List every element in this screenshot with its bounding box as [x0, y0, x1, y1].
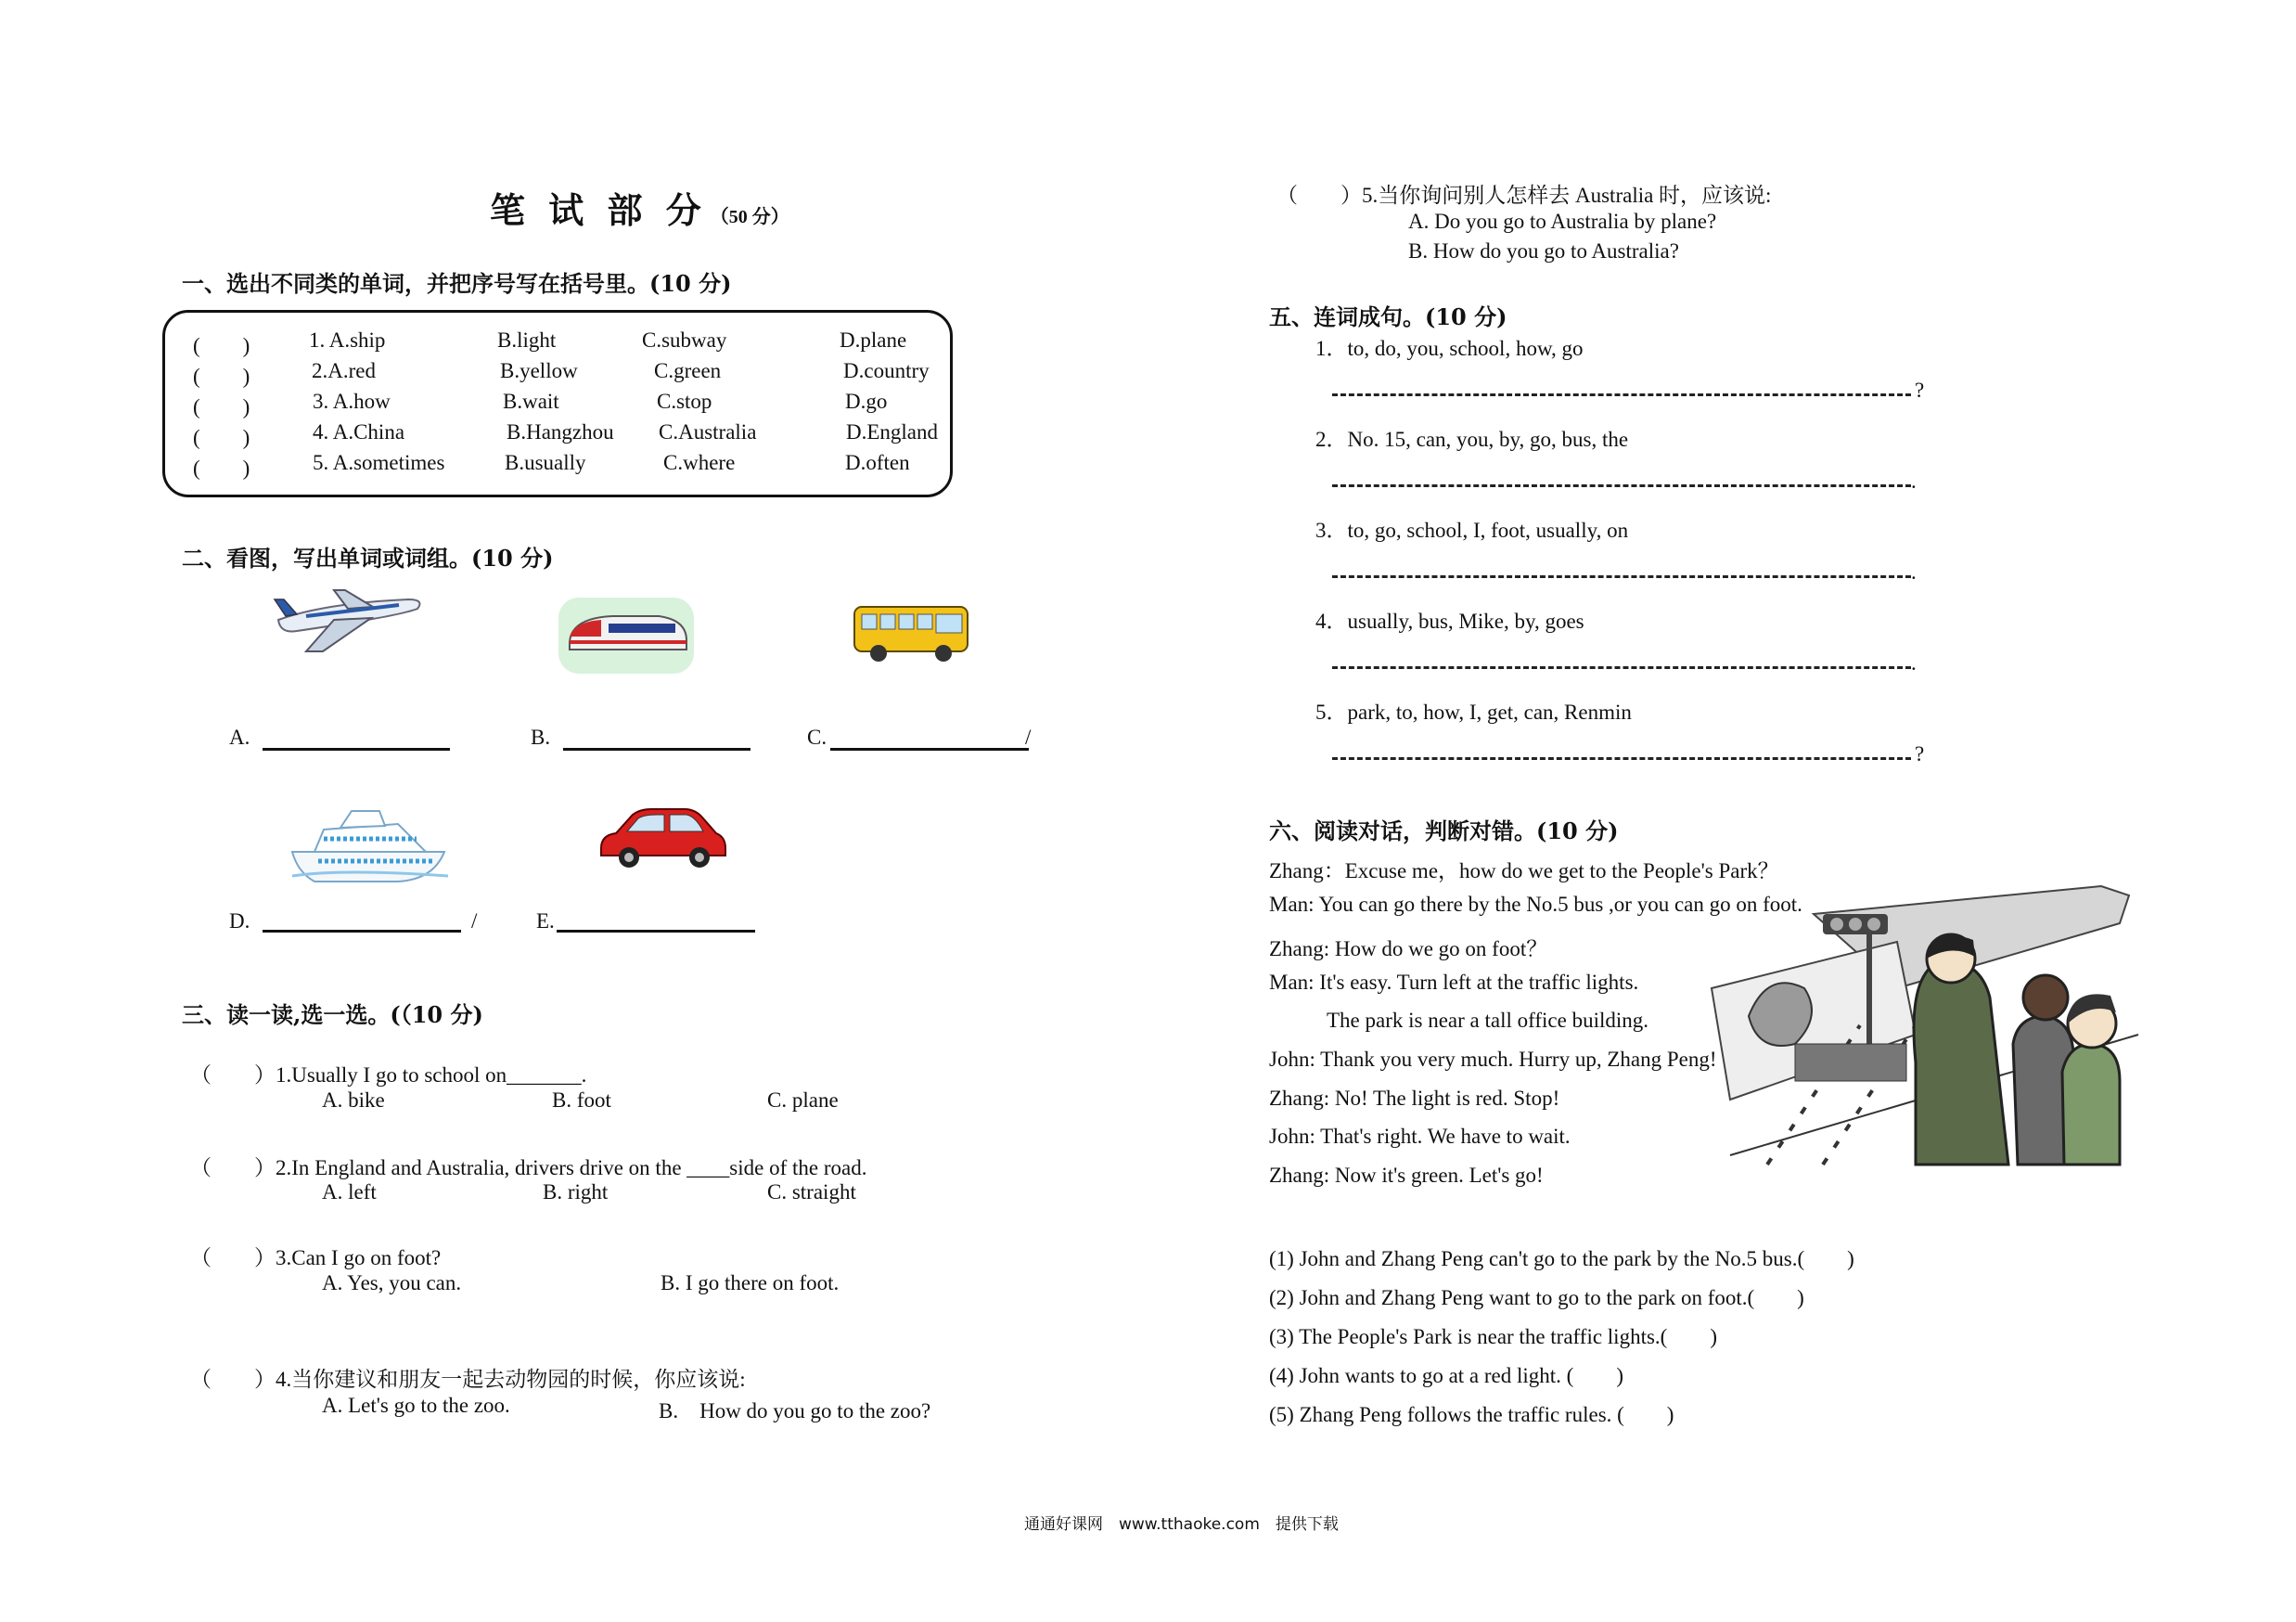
s5-item4: 4．usually, bus, Mike, by, goes	[1315, 610, 1584, 633]
s3-q1-a[interactable]: A. bike	[322, 1088, 385, 1112]
s1-row1-b: B.light	[497, 328, 557, 352]
street-scene-illustration	[1712, 886, 2138, 1165]
s3-q4-a[interactable]: A. Let's go to the zoo.	[322, 1394, 510, 1417]
s1-row4-paren[interactable]: ( )	[193, 426, 250, 449]
s1-row5-a: 5. A.sometimes	[313, 451, 445, 474]
s3-q1-c[interactable]: C. plane	[767, 1088, 839, 1112]
s2-slash-c: /	[1025, 726, 1032, 749]
s1-row5-d: D.often	[845, 451, 910, 474]
s1-row1-paren[interactable]: ( )	[193, 334, 250, 357]
s3-q3-b[interactable]: B. I go there on foot.	[661, 1271, 840, 1294]
s1-row5-b: B.usually	[505, 451, 586, 474]
s1-row2-paren[interactable]: ( )	[193, 365, 250, 388]
s3-q5-a[interactable]: A. Do you go to Australia by plane?	[1408, 210, 1717, 233]
page-title	[490, 182, 789, 233]
s3-q5: （ ）5.当你询问别人怎样去 Australia 时，应该说:	[1276, 184, 1772, 207]
s2-label-c	[807, 726, 827, 750]
s3-q3: （ ）3.Can I go on foot?	[190, 1246, 442, 1269]
s5-end3: .	[1911, 560, 1917, 584]
s5-item1: 1．to, do, you, school, how, go	[1315, 337, 1584, 360]
dialogue-line-3: Zhang: How do we go on foot？	[1269, 937, 1548, 960]
s5-answer3-line[interactable]	[1332, 575, 1911, 578]
s2-label-d-text: D.	[229, 909, 250, 933]
title-main: 笔 试 部 分	[490, 189, 707, 231]
car-icon	[596, 805, 729, 869]
s5-end1: ?	[1915, 379, 1925, 402]
s1-row4-b: B.Hangzhou	[507, 420, 614, 444]
s2-answer-d-line[interactable]	[263, 930, 461, 933]
s5-answer2-line[interactable]	[1332, 484, 1911, 487]
s2-label-b-text: B.	[531, 726, 551, 749]
s1-row4-a: 4. A.China	[313, 420, 405, 444]
s1-row4-c: C.Australia	[659, 420, 757, 444]
s5-answer5-line[interactable]	[1332, 757, 1911, 760]
s1-row3-c: C.stop	[657, 390, 712, 413]
dialogue-line-5: The park is near a tall office building.	[1327, 1009, 1649, 1032]
dialogue-line-8: John: That's right. We have to wait.	[1269, 1125, 1571, 1148]
s2-answer-e-line[interactable]	[557, 930, 755, 933]
s1-row3-d: D.go	[845, 390, 888, 413]
s1-row1-a: 1. A.ship	[309, 328, 386, 352]
s1-row4-d: D.England	[846, 420, 939, 444]
s5-end5: ?	[1915, 742, 1925, 766]
s2-slash-d: /	[471, 909, 478, 933]
s2-answer-c-line[interactable]	[830, 748, 1029, 751]
dialogue-line-6: John: Thank you very much. Hurry up, Zhang Peng!	[1269, 1048, 1717, 1071]
s3-q3-a[interactable]: A. Yes, you can.	[322, 1271, 462, 1294]
s3-q4: （ ）4.当你建议和朋友一起去动物园的时候，你应该说:	[190, 1368, 746, 1391]
s3-q1-b[interactable]: B. foot	[552, 1088, 611, 1112]
statement-2[interactable]: (2) John and Zhang Peng want to go to the park on foot.( )	[1269, 1286, 1804, 1309]
s5-end2: .	[1911, 470, 1917, 493]
statement-5[interactable]: (5) Zhang Peng follows the traffic rules. ( )	[1269, 1403, 1674, 1426]
s2-label-e-text: E.	[536, 909, 555, 933]
dialogue-line-2: Man: You can go there by the No.5 bus ,or you can go on foot.	[1269, 893, 1802, 916]
footer-credit: 通通好课网 www.tthaoke.com 提供下载	[1024, 1515, 1339, 1534]
s2-label-b	[531, 726, 550, 750]
s5-item5: 5．park, to, how, I, get, can, Renmin	[1315, 701, 1632, 724]
s3-q2: （ ）2.In England and Australia, drivers drive on the ____side of the road.	[190, 1156, 867, 1179]
s1-row2-b: B.yellow	[500, 359, 578, 382]
s1-row2-c: C.green	[654, 359, 722, 382]
section1-heading: 一、选出不同类的单词，并把序号写在括号里。(10 分)	[182, 270, 732, 297]
s3-q1: （ ）1.Usually I go to school on_______.	[190, 1063, 587, 1087]
s1-row3-b: B.wait	[503, 390, 559, 413]
s3-q5-b[interactable]: B. How do you go to Australia?	[1408, 239, 1679, 263]
section5-heading: 五、连词成句。(10 分)	[1269, 303, 1507, 330]
s5-answer4-line[interactable]	[1332, 666, 1911, 669]
s2-answer-a-line[interactable]	[263, 748, 450, 751]
s1-row5-c: C.where	[663, 451, 736, 474]
dialogue-line-9: Zhang: Now it's green. Let's go!	[1269, 1164, 1544, 1187]
s5-item3: 3．to, go, school, I, foot, usually, on	[1315, 519, 1629, 542]
statement-3[interactable]: (3) The People's Park is near the traffic lights.( )	[1269, 1325, 1717, 1348]
dialogue-line-1: Zhang：Excuse me，how do we get to the People's Park？	[1269, 859, 1779, 882]
airplane-icon	[269, 583, 427, 657]
s1-row5-paren[interactable]: ( )	[193, 457, 250, 480]
section2-heading: 二、看图，写出单词或词组。(10 分)	[182, 545, 554, 572]
s2-answer-b-line[interactable]	[563, 748, 750, 751]
s5-item2: 2．No. 15, can, you, by, go, bus, the	[1315, 428, 1629, 451]
s2-label-a-text: A.	[229, 726, 250, 749]
title-score: （50 分）	[710, 207, 789, 227]
bus-icon	[851, 601, 973, 666]
statement-1[interactable]: (1) John and Zhang Peng can't go to the park by the No.5 bus.( )	[1269, 1247, 1854, 1270]
s1-row3-a: 3. A.how	[313, 390, 391, 413]
section3-heading: 三、读一读,选一选。(（10 分)	[182, 1001, 483, 1028]
s1-row1-d: D.plane	[840, 328, 907, 352]
s2-label-e	[536, 909, 555, 933]
s2-label-c-text: C.	[807, 726, 827, 749]
s1-row2-a: 2.A.red	[312, 359, 376, 382]
s3-q2-c[interactable]: C. straight	[767, 1180, 856, 1204]
s3-q4-b[interactable]: B. How do you go to the zoo?	[659, 1399, 931, 1422]
s3-q2-b[interactable]: B. right	[543, 1180, 609, 1204]
statement-4[interactable]: (4) John wants to go at a red light. ( )	[1269, 1364, 1623, 1387]
train-icon	[557, 596, 696, 676]
section6-heading: 六、阅读对话，判断对错。(10 分)	[1269, 817, 1619, 844]
s1-row2-d: D.country	[843, 359, 930, 382]
s5-end4: .	[1911, 651, 1917, 675]
s3-q2-a[interactable]: A. left	[322, 1180, 377, 1204]
s5-answer1-line[interactable]	[1332, 393, 1911, 396]
dialogue-line-7: Zhang: No! The light is red. Stop!	[1269, 1087, 1560, 1110]
ship-icon	[287, 805, 450, 883]
s2-label-a	[229, 726, 250, 750]
s1-row3-paren[interactable]: ( )	[193, 395, 250, 418]
s2-label-d	[229, 909, 250, 933]
dialogue-line-4: Man: It's easy. Turn left at the traffic lights.	[1269, 971, 1639, 994]
s1-row1-c: C.subway	[642, 328, 727, 352]
